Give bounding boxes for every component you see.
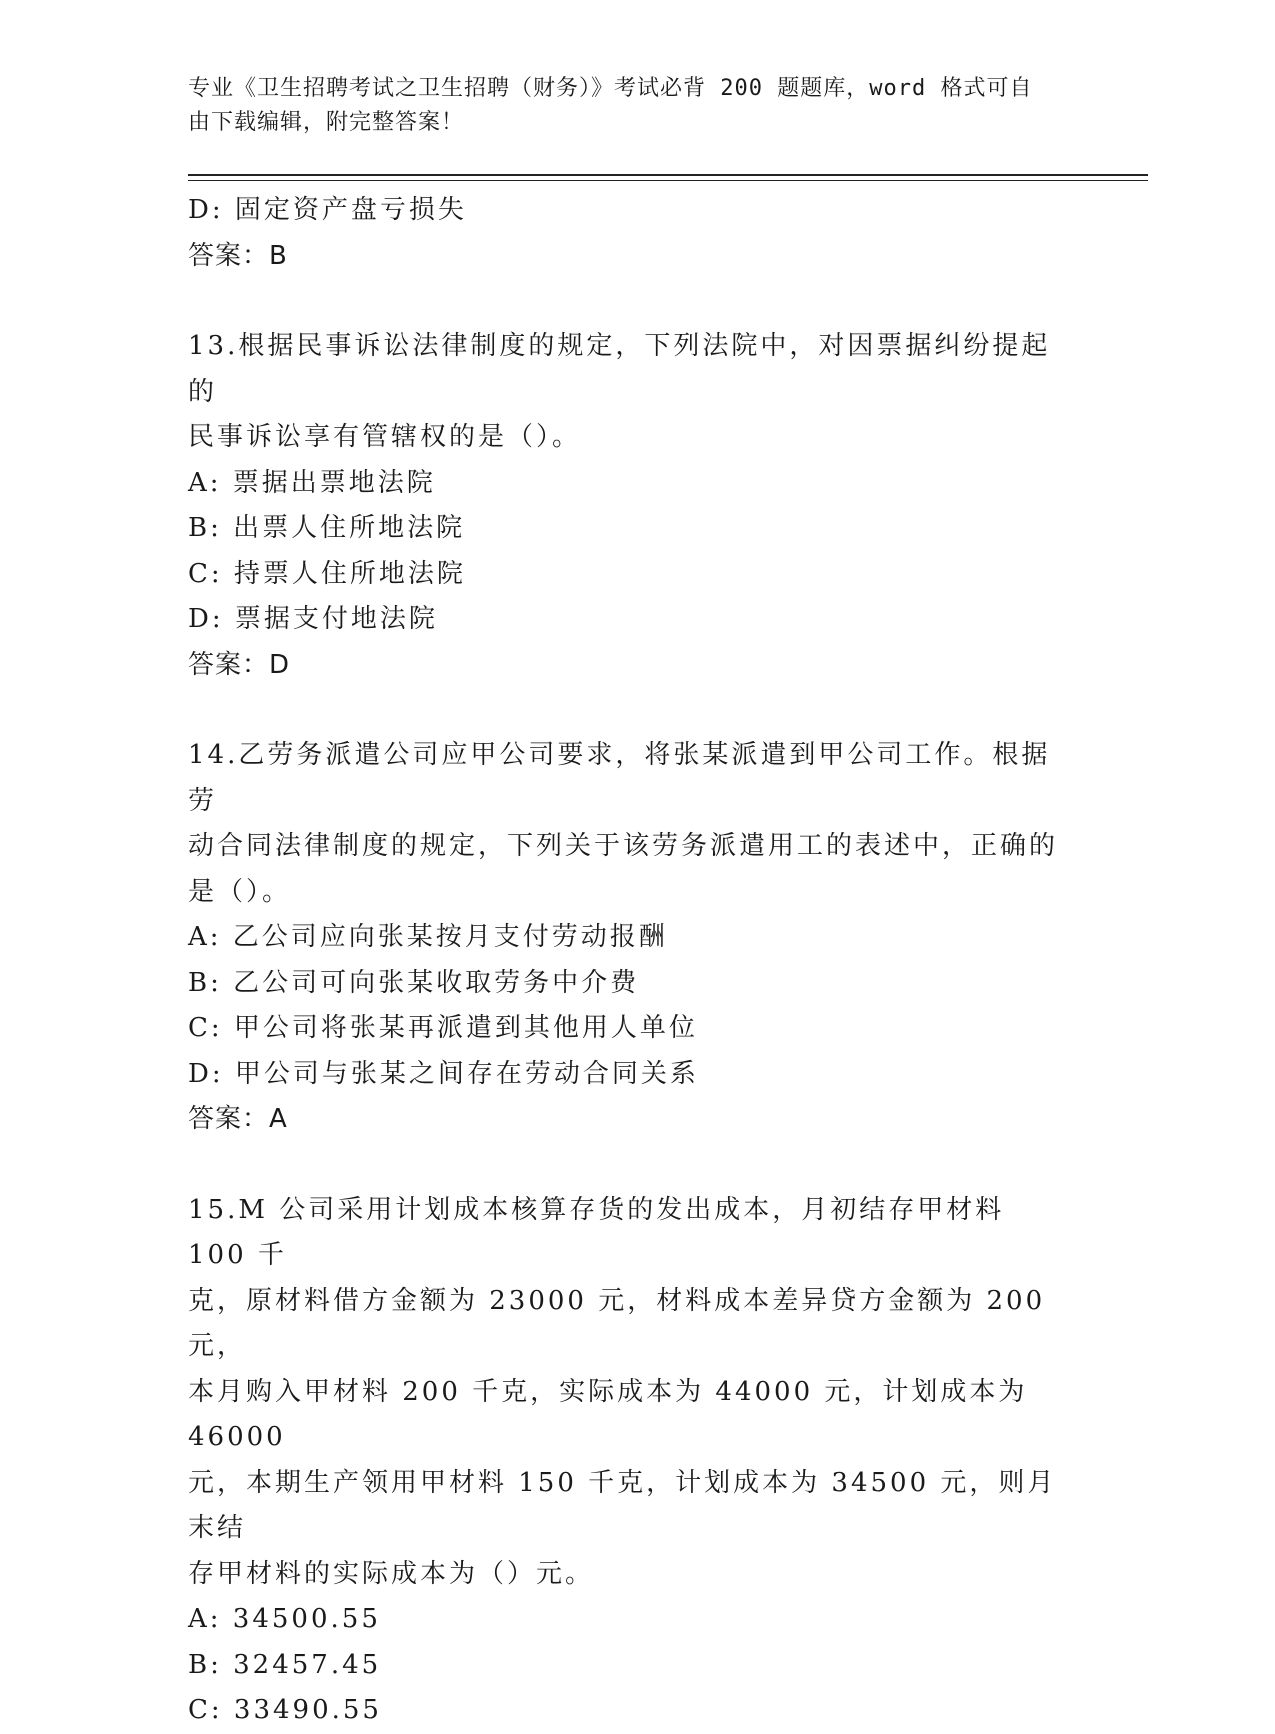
question-block-14 xyxy=(188,733,1068,1143)
option-d: D: 甲公司与张某之间存在劳动合同关系 xyxy=(188,1058,699,1089)
question-text: 动合同法律制度的规定，下列关于该劳务派遣用工的表述中，正确的 xyxy=(188,831,1059,861)
option-d: D: 票据支付地法院 xyxy=(188,604,438,634)
question-list xyxy=(188,188,1068,1734)
header-rule-thin xyxy=(188,180,1148,181)
spacer xyxy=(188,1143,1068,1188)
question-text: 本月购入甲材料 200 千克，实际成本为 44000 元，计划成本为 46000 xyxy=(188,1376,1028,1452)
answer-label: 答案：A xyxy=(188,1104,288,1134)
question-text: 存甲材料的实际成本为（）元。 xyxy=(188,1558,595,1589)
spacer xyxy=(188,279,1068,324)
question-text: 克，原材料借方金额为 23000 元，材料成本差异贷方金额为 200 元， xyxy=(188,1285,1046,1361)
option-b: B: 出票人住所地法院 xyxy=(188,513,466,543)
question-block-13 xyxy=(188,324,1068,688)
page-header xyxy=(188,72,1068,140)
header-rule xyxy=(188,174,1148,176)
option-d: D: 固定资产盘亏损失 xyxy=(188,195,467,225)
question-text: 民事诉讼享有管辖权的是（）。 xyxy=(188,422,582,452)
question-text: 13.根据民事诉讼法律制度的规定，下列法院中，对因票据纠纷提起的 xyxy=(188,331,1051,407)
answer-label: 答案：D xyxy=(188,649,291,680)
option-b: B: 32457.45 xyxy=(188,1649,382,1680)
question-text: 15.M 公司采用计划成本核算存货的发出成本，月初结存甲材料 100 千 xyxy=(188,1194,1005,1270)
option-c: C: 33490.55 xyxy=(188,1695,382,1725)
question-text: 14.乙劳务派遣公司应甲公司要求，将张某派遣到甲公司工作。根据劳 xyxy=(188,740,1051,816)
option-a: A: 乙公司应向张某按月支付劳动报酬 xyxy=(188,922,668,952)
header-line-1: 专业《卫生招聘考试之卫生招聘（财务）》考试必背 200 题题库，word 格式可自 xyxy=(188,76,1033,101)
option-a: A: 34500.55 xyxy=(188,1604,381,1634)
header-line-2: 由下载编辑，附完整答案！ xyxy=(188,110,465,135)
option-b: B: 乙公司可向张某收取劳务中介费 xyxy=(188,967,640,998)
option-a: A: 票据出票地法院 xyxy=(188,467,436,498)
question-block-12 xyxy=(188,188,1068,279)
option-c: C: 持票人住所地法院 xyxy=(188,558,466,589)
answer-label: 答案：B xyxy=(188,240,288,271)
question-text: 是（）。 xyxy=(188,876,292,907)
option-c: C: 甲公司将张某再派遣到其他用人单位 xyxy=(188,1013,698,1043)
spacer xyxy=(188,688,1068,733)
question-block-15 xyxy=(188,1188,1068,1734)
question-text: 元，本期生产领用甲材料 150 千克，计划成本为 34500 元，则月末结 xyxy=(188,1467,1057,1543)
